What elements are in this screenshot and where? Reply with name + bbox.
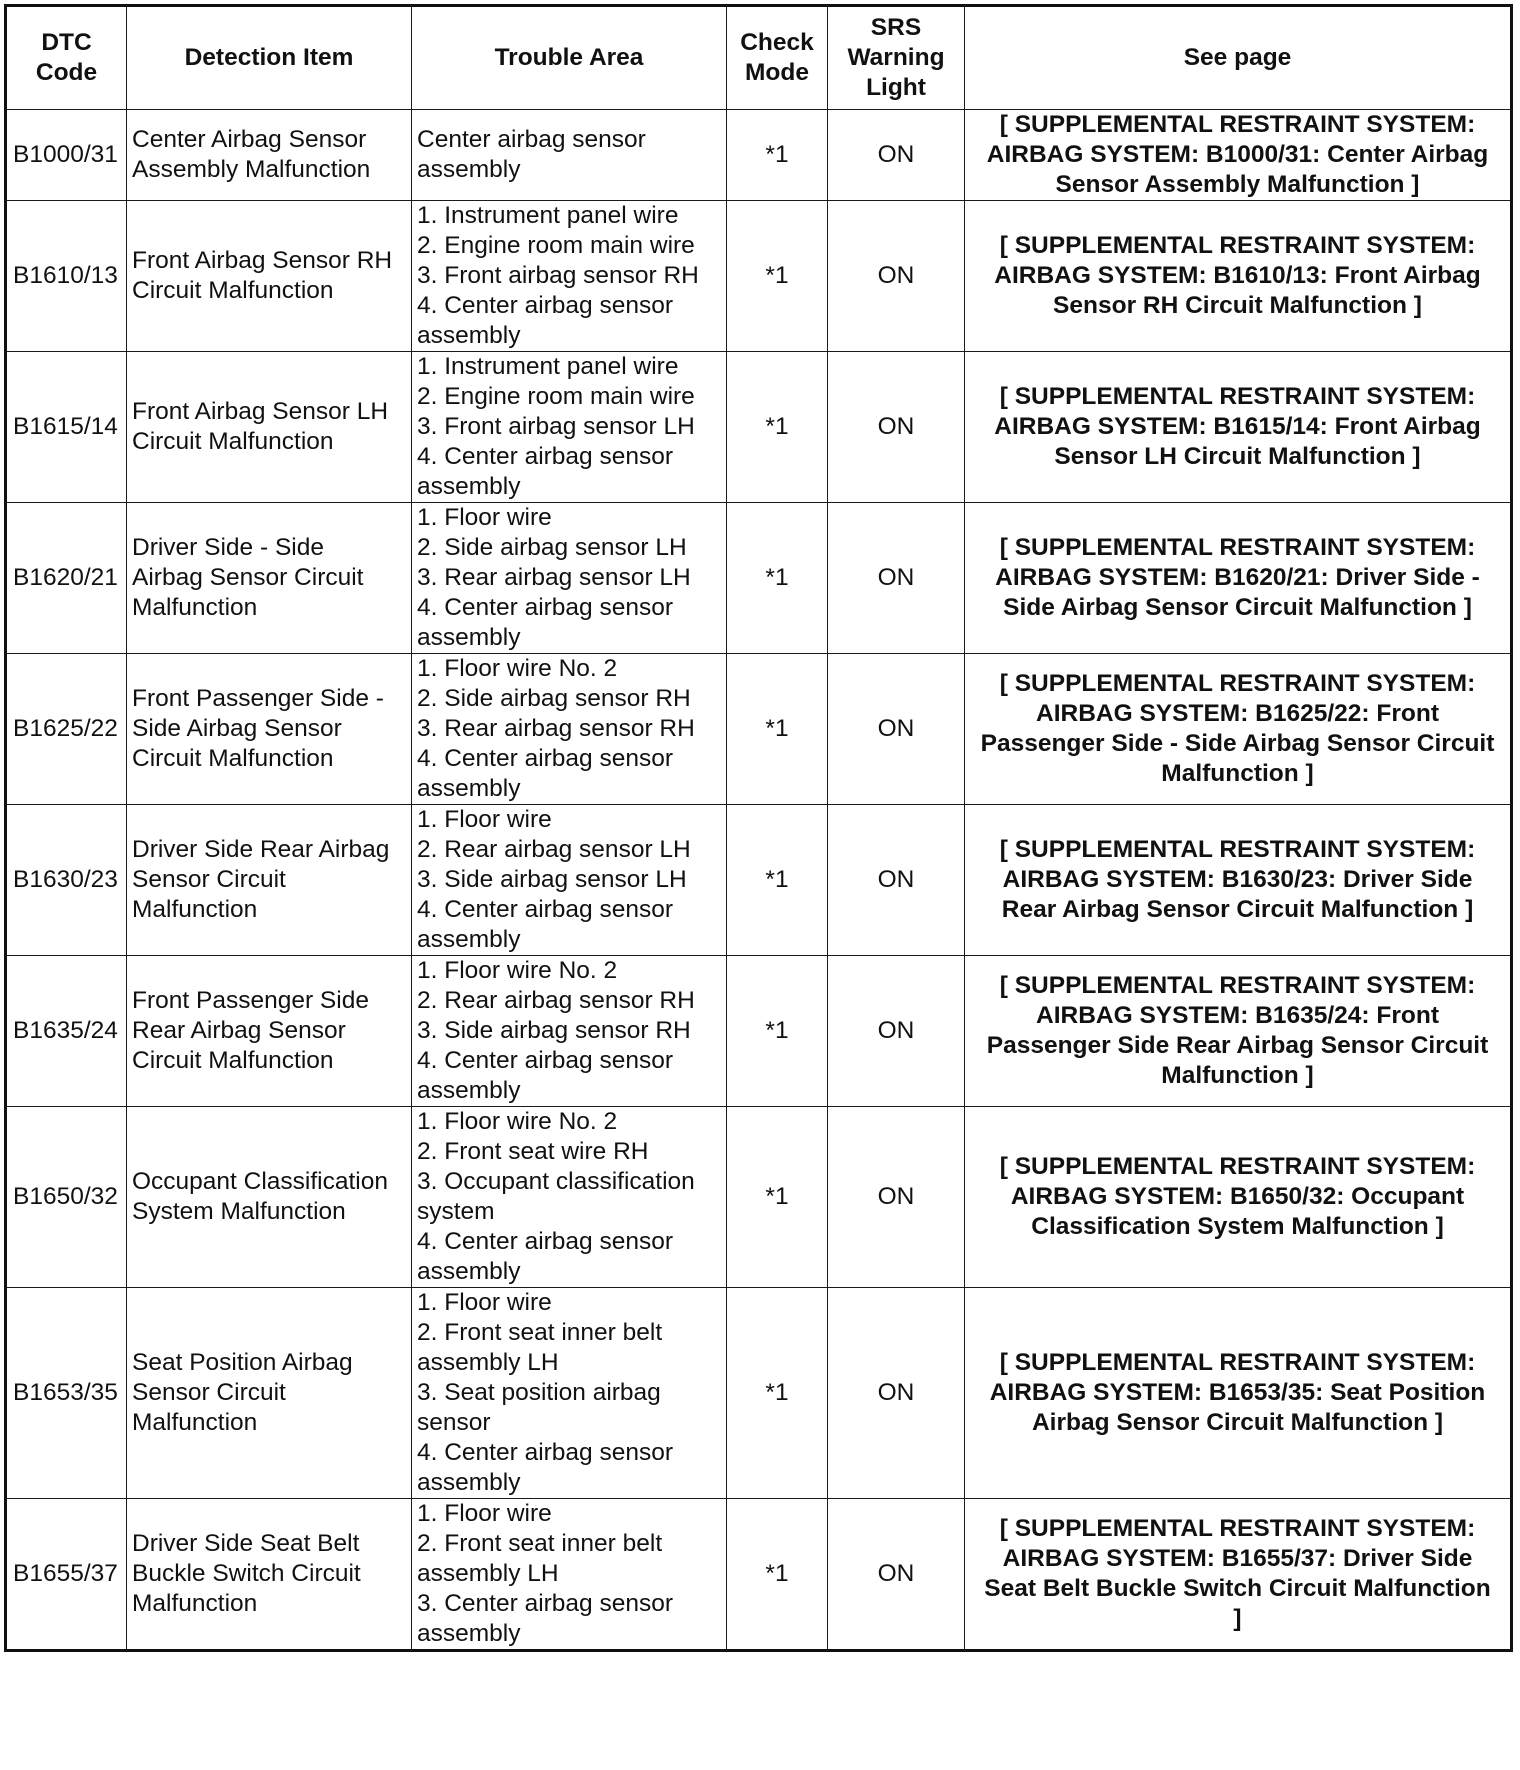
trouble-area-cell-line: 1. Floor wire xyxy=(417,1500,552,1527)
detection-item-cell-line: Circuit Malfunction xyxy=(132,745,334,772)
detection-item-cell-line: System Malfunction xyxy=(132,1198,346,1225)
see-page-cell-line: [ SUPPLEMENTAL RESTRAINT SYSTEM: xyxy=(999,383,1476,410)
detection-item-cell xyxy=(127,956,412,1107)
check-mode-cell: *1 xyxy=(727,110,828,201)
see-page-cell-line: [ SUPPLEMENTAL RESTRAINT SYSTEM: xyxy=(999,232,1476,259)
table-body xyxy=(6,110,1512,1651)
detection-item-cell-line: Assembly Malfunction xyxy=(132,156,371,183)
check-mode-cell: *1 xyxy=(727,1107,828,1288)
srs-warning-light-cell: ON xyxy=(828,654,965,805)
trouble-area-cell-line: assembly xyxy=(417,1258,521,1285)
dtc-code-cell: B1655/37 xyxy=(6,1499,127,1651)
trouble-area-cell-line: assembly xyxy=(417,1620,521,1647)
see-page-cell-line: AIRBAG SYSTEM: B1000/31: Center Airbag xyxy=(986,141,1489,168)
trouble-area-cell-line: 1. Floor wire xyxy=(417,504,552,531)
trouble-area-cell-line: 3. Front airbag sensor RH xyxy=(417,262,699,289)
detection-item-cell xyxy=(127,1499,412,1651)
dtc-code-cell: B1650/32 xyxy=(6,1107,127,1288)
detection-item-cell-line: Sensor Circuit xyxy=(132,866,286,893)
see-page-cell-line: [ SUPPLEMENTAL RESTRAINT SYSTEM: xyxy=(999,836,1476,863)
trouble-area-cell xyxy=(412,805,727,956)
see-page-cell-line: [ SUPPLEMENTAL RESTRAINT SYSTEM: xyxy=(999,111,1476,138)
trouble-area-cell xyxy=(412,352,727,503)
trouble-area-cell-line: 2. Rear airbag sensor LH xyxy=(417,836,691,863)
table-row xyxy=(6,654,1512,805)
check-mode-cell: *1 xyxy=(727,352,828,503)
header-see-page: See page xyxy=(965,6,1512,110)
trouble-area-cell-line: assembly LH xyxy=(417,1560,559,1587)
trouble-area-cell-line: 4. Center airbag sensor xyxy=(417,1047,674,1074)
trouble-area-cell-line: Center airbag sensor xyxy=(417,126,646,153)
see-page-cell-line: Classification System Malfunction ] xyxy=(1031,1213,1444,1240)
trouble-area-cell-line: 1. Floor wire No. 2 xyxy=(417,655,618,682)
detection-item-cell-line: Driver Side - Side xyxy=(132,534,324,561)
trouble-area-cell-line: 4. Center airbag sensor xyxy=(417,896,674,923)
table-row xyxy=(6,805,1512,956)
see-page-cell-line: [ SUPPLEMENTAL RESTRAINT SYSTEM: xyxy=(999,670,1476,697)
trouble-area-cell-line: assembly xyxy=(417,775,521,802)
trouble-area-cell-line: 3. Side airbag sensor RH xyxy=(417,1017,691,1044)
trouble-area-cell-line: 3. Center airbag sensor xyxy=(417,1590,674,1617)
detection-item-cell-line: Rear Airbag Sensor xyxy=(132,1017,346,1044)
see-page-cell-line: Malfunction ] xyxy=(1161,1062,1314,1089)
trouble-area-cell xyxy=(412,956,727,1107)
trouble-area-cell-line: system xyxy=(417,1198,495,1225)
trouble-area-cell-line: assembly xyxy=(417,156,521,183)
trouble-area-cell-line: 2. Front seat inner belt xyxy=(417,1319,663,1346)
trouble-area-cell-line: assembly xyxy=(417,1077,521,1104)
trouble-area-cell-line: 4. Center airbag sensor xyxy=(417,443,674,470)
dtc-code-cell: B1630/23 xyxy=(6,805,127,956)
see-page-cell-line: AIRBAG SYSTEM: B1650/32: Occupant xyxy=(1010,1183,1465,1210)
check-mode-cell: *1 xyxy=(727,654,828,805)
table-row xyxy=(6,1107,1512,1288)
see-page-cell-line: Sensor LH Circuit Malfunction ] xyxy=(1054,443,1421,470)
see-page-cell-line: AIRBAG SYSTEM: B1610/13: Front Airbag xyxy=(994,262,1481,289)
trouble-area-cell-line: assembly xyxy=(417,322,521,349)
detection-item-cell-line: Airbag Sensor Circuit xyxy=(132,564,364,591)
trouble-area-cell-line: 2. Front seat wire RH xyxy=(417,1138,649,1165)
trouble-area-cell-line: 1. Floor wire xyxy=(417,806,552,833)
detection-item-cell-line: Front Airbag Sensor RH xyxy=(132,247,393,274)
trouble-area-cell-line: 4. Center airbag sensor xyxy=(417,292,674,319)
see-page-cell xyxy=(965,956,1512,1107)
trouble-area-cell-line: 2. Rear airbag sensor RH xyxy=(417,987,695,1014)
header-row xyxy=(6,6,1512,110)
see-page-cell-line: Side Airbag Sensor Circuit Malfunction ] xyxy=(1003,594,1472,621)
detection-item-cell-line: Circuit Malfunction xyxy=(132,277,334,304)
trouble-area-cell-line: sensor xyxy=(417,1409,491,1436)
see-page-cell xyxy=(965,352,1512,503)
see-page-cell-line: [ SUPPLEMENTAL RESTRAINT SYSTEM: xyxy=(999,534,1476,561)
trouble-area-cell-line: assembly xyxy=(417,926,521,953)
detection-item-cell xyxy=(127,352,412,503)
see-page-cell-line: AIRBAG SYSTEM: B1635/24: Front xyxy=(1036,1002,1439,1029)
table-row xyxy=(6,503,1512,654)
detection-item-cell-line: Malfunction xyxy=(132,1590,258,1617)
detection-item-cell-line: Driver Side Rear Airbag xyxy=(132,836,390,863)
trouble-area-cell-line: 3. Occupant classification xyxy=(417,1168,695,1195)
srs-warning-light-cell: ON xyxy=(828,956,965,1107)
see-page-cell xyxy=(965,805,1512,956)
trouble-area-cell-line: assembly xyxy=(417,624,521,651)
trouble-area-cell-line: 4. Center airbag sensor xyxy=(417,1439,674,1466)
dtc-code-cell: B1610/13 xyxy=(6,201,127,352)
dtc-code-cell: B1635/24 xyxy=(6,956,127,1107)
see-page-cell-line: [ SUPPLEMENTAL RESTRAINT SYSTEM: xyxy=(999,1153,1476,1180)
trouble-area-cell xyxy=(412,1107,727,1288)
detection-item-cell-line: Driver Side Seat Belt xyxy=(132,1530,360,1557)
see-page-cell xyxy=(965,1107,1512,1288)
see-page-cell-line: Sensor RH Circuit Malfunction ] xyxy=(1053,292,1422,319)
table-row xyxy=(6,1499,1512,1651)
detection-item-cell-line: Occupant Classification xyxy=(132,1168,389,1195)
trouble-area-cell-line: assembly LH xyxy=(417,1349,559,1376)
see-page-cell xyxy=(965,654,1512,805)
trouble-area-cell-line: 2. Side airbag sensor LH xyxy=(417,534,687,561)
see-page-cell-line: AIRBAG SYSTEM: B1625/22: Front xyxy=(1036,700,1439,727)
trouble-area-cell-line: assembly xyxy=(417,473,521,500)
trouble-area-cell-line: 4. Center airbag sensor xyxy=(417,1228,674,1255)
see-page-cell xyxy=(965,1288,1512,1499)
srs-warning-light-cell: ON xyxy=(828,1107,965,1288)
trouble-area-cell-line: 1. Floor wire No. 2 xyxy=(417,957,618,984)
detection-item-cell xyxy=(127,805,412,956)
trouble-area-cell-line: 3. Front airbag sensor LH xyxy=(417,413,695,440)
check-mode-cell: *1 xyxy=(727,956,828,1107)
check-mode-cell: *1 xyxy=(727,201,828,352)
trouble-area-cell xyxy=(412,201,727,352)
see-page-cell-line: AIRBAG SYSTEM: B1615/14: Front Airbag xyxy=(994,413,1481,440)
trouble-area-cell xyxy=(412,503,727,654)
detection-item-cell xyxy=(127,1288,412,1499)
see-page-cell-line: [ SUPPLEMENTAL RESTRAINT SYSTEM: xyxy=(999,1349,1476,1376)
srs-warning-light-cell: ON xyxy=(828,503,965,654)
trouble-area-cell-line: 2. Front seat inner belt xyxy=(417,1530,663,1557)
header-trouble-area: Trouble Area xyxy=(412,6,727,110)
detection-item-cell xyxy=(127,654,412,805)
trouble-area-cell-line: 1. Instrument panel wire xyxy=(417,202,679,229)
check-mode-cell: *1 xyxy=(727,805,828,956)
see-page-cell-line: Airbag Sensor Circuit Malfunction ] xyxy=(1031,1409,1444,1436)
see-page-cell-line: Malfunction ] xyxy=(1161,760,1314,787)
trouble-area-cell-line: 3. Rear airbag sensor LH xyxy=(417,564,691,591)
trouble-area-cell-line: 1. Floor wire No. 2 xyxy=(417,1108,618,1135)
table-header xyxy=(6,6,1512,110)
table-row xyxy=(6,110,1512,201)
see-page-cell-line: AIRBAG SYSTEM: B1655/37: Driver Side xyxy=(1002,1545,1473,1572)
detection-item-cell-line: Side Airbag Sensor xyxy=(132,715,342,742)
dtc-code-cell: B1000/31 xyxy=(6,110,127,201)
trouble-area-cell-line: 2. Engine room main wire xyxy=(417,232,695,259)
see-page-cell-line: [ SUPPLEMENTAL RESTRAINT SYSTEM: xyxy=(999,1515,1476,1542)
see-page-cell-line: Seat Belt Buckle Switch Circuit Malfunction xyxy=(984,1575,1491,1602)
dtc-table xyxy=(4,4,1513,1652)
trouble-area-cell xyxy=(412,1288,727,1499)
trouble-area-cell-line: assembly xyxy=(417,1469,521,1496)
see-page-cell-line: AIRBAG SYSTEM: B1653/35: Seat Position xyxy=(989,1379,1486,1406)
detection-item-cell-line: Front Passenger Side xyxy=(132,987,369,1014)
see-page-cell-line: AIRBAG SYSTEM: B1630/23: Driver Side xyxy=(1002,866,1473,893)
trouble-area-cell-line: 2. Side airbag sensor RH xyxy=(417,685,691,712)
srs-warning-light-cell: ON xyxy=(828,805,965,956)
see-page-cell-line: [ SUPPLEMENTAL RESTRAINT SYSTEM: xyxy=(999,972,1476,999)
see-page-cell xyxy=(965,503,1512,654)
detection-item-cell xyxy=(127,201,412,352)
trouble-area-cell-line: 1. Floor wire xyxy=(417,1289,552,1316)
trouble-area-cell-line: 4. Center airbag sensor xyxy=(417,594,674,621)
detection-item-cell-line: Circuit Malfunction xyxy=(132,428,334,455)
see-page-cell-line: Passenger Side Rear Airbag Sensor Circuit xyxy=(986,1032,1489,1059)
check-mode-cell: *1 xyxy=(727,1499,828,1651)
trouble-area-cell-line: 2. Engine room main wire xyxy=(417,383,695,410)
srs-warning-light-cell: ON xyxy=(828,201,965,352)
table-row xyxy=(6,201,1512,352)
srs-warning-light-cell: ON xyxy=(828,352,965,503)
detection-item-cell-line: Circuit Malfunction xyxy=(132,1047,334,1074)
see-page-cell-line: Rear Airbag Sensor Circuit Malfunction ] xyxy=(1001,896,1474,923)
table-row xyxy=(6,1288,1512,1499)
dtc-code-cell: B1615/14 xyxy=(6,352,127,503)
dtc-code-cell: B1653/35 xyxy=(6,1288,127,1499)
see-page-cell-line: Sensor Assembly Malfunction ] xyxy=(1055,171,1420,198)
detection-item-cell xyxy=(127,110,412,201)
trouble-area-cell-line: 3. Seat position airbag xyxy=(417,1379,661,1406)
check-mode-cell: *1 xyxy=(727,1288,828,1499)
see-page-cell-line: Passenger Side - Side Airbag Sensor Circuit xyxy=(980,730,1495,757)
trouble-area-cell xyxy=(412,1499,727,1651)
srs-warning-light-cell: ON xyxy=(828,1499,965,1651)
see-page-cell-line: AIRBAG SYSTEM: B1620/21: Driver Side - xyxy=(995,564,1480,591)
trouble-area-cell-line: 1. Instrument panel wire xyxy=(417,353,679,380)
see-page-cell-line: ] xyxy=(1233,1605,1242,1632)
srs-warning-light-cell: ON xyxy=(828,110,965,201)
dtc-code-cell: B1620/21 xyxy=(6,503,127,654)
detection-item-cell-line: Front Passenger Side - xyxy=(132,685,384,712)
trouble-area-cell xyxy=(412,654,727,805)
dtc-code-cell: B1625/22 xyxy=(6,654,127,805)
detection-item-cell xyxy=(127,1107,412,1288)
see-page-cell xyxy=(965,201,1512,352)
see-page-cell xyxy=(965,1499,1512,1651)
detection-item-cell-line: Malfunction xyxy=(132,1409,258,1436)
header-check-mode: Check Mode xyxy=(727,6,828,110)
dtc-table-container xyxy=(4,4,1510,1652)
see-page-cell xyxy=(965,110,1512,201)
detection-item-cell-line: Front Airbag Sensor LH xyxy=(132,398,389,425)
trouble-area-cell xyxy=(412,110,727,201)
detection-item-cell-line: Malfunction xyxy=(132,594,258,621)
trouble-area-cell-line: 3. Rear airbag sensor RH xyxy=(417,715,695,742)
header-dtc-code: DTC Code xyxy=(6,6,127,110)
srs-warning-light-cell: ON xyxy=(828,1288,965,1499)
header-detection-item: Detection Item xyxy=(127,6,412,110)
detection-item-cell xyxy=(127,503,412,654)
table-row xyxy=(6,956,1512,1107)
trouble-area-cell-line: 3. Side airbag sensor LH xyxy=(417,866,687,893)
check-mode-cell: *1 xyxy=(727,503,828,654)
trouble-area-cell-line: 4. Center airbag sensor xyxy=(417,745,674,772)
detection-item-cell-line: Sensor Circuit xyxy=(132,1379,286,1406)
detection-item-cell-line: Buckle Switch Circuit xyxy=(132,1560,361,1587)
detection-item-cell-line: Center Airbag Sensor xyxy=(132,126,367,153)
detection-item-cell-line: Seat Position Airbag xyxy=(132,1349,353,1376)
detection-item-cell-line: Malfunction xyxy=(132,896,258,923)
table-row xyxy=(6,352,1512,503)
header-srs-warning-light: SRS Warning Light xyxy=(828,6,965,110)
